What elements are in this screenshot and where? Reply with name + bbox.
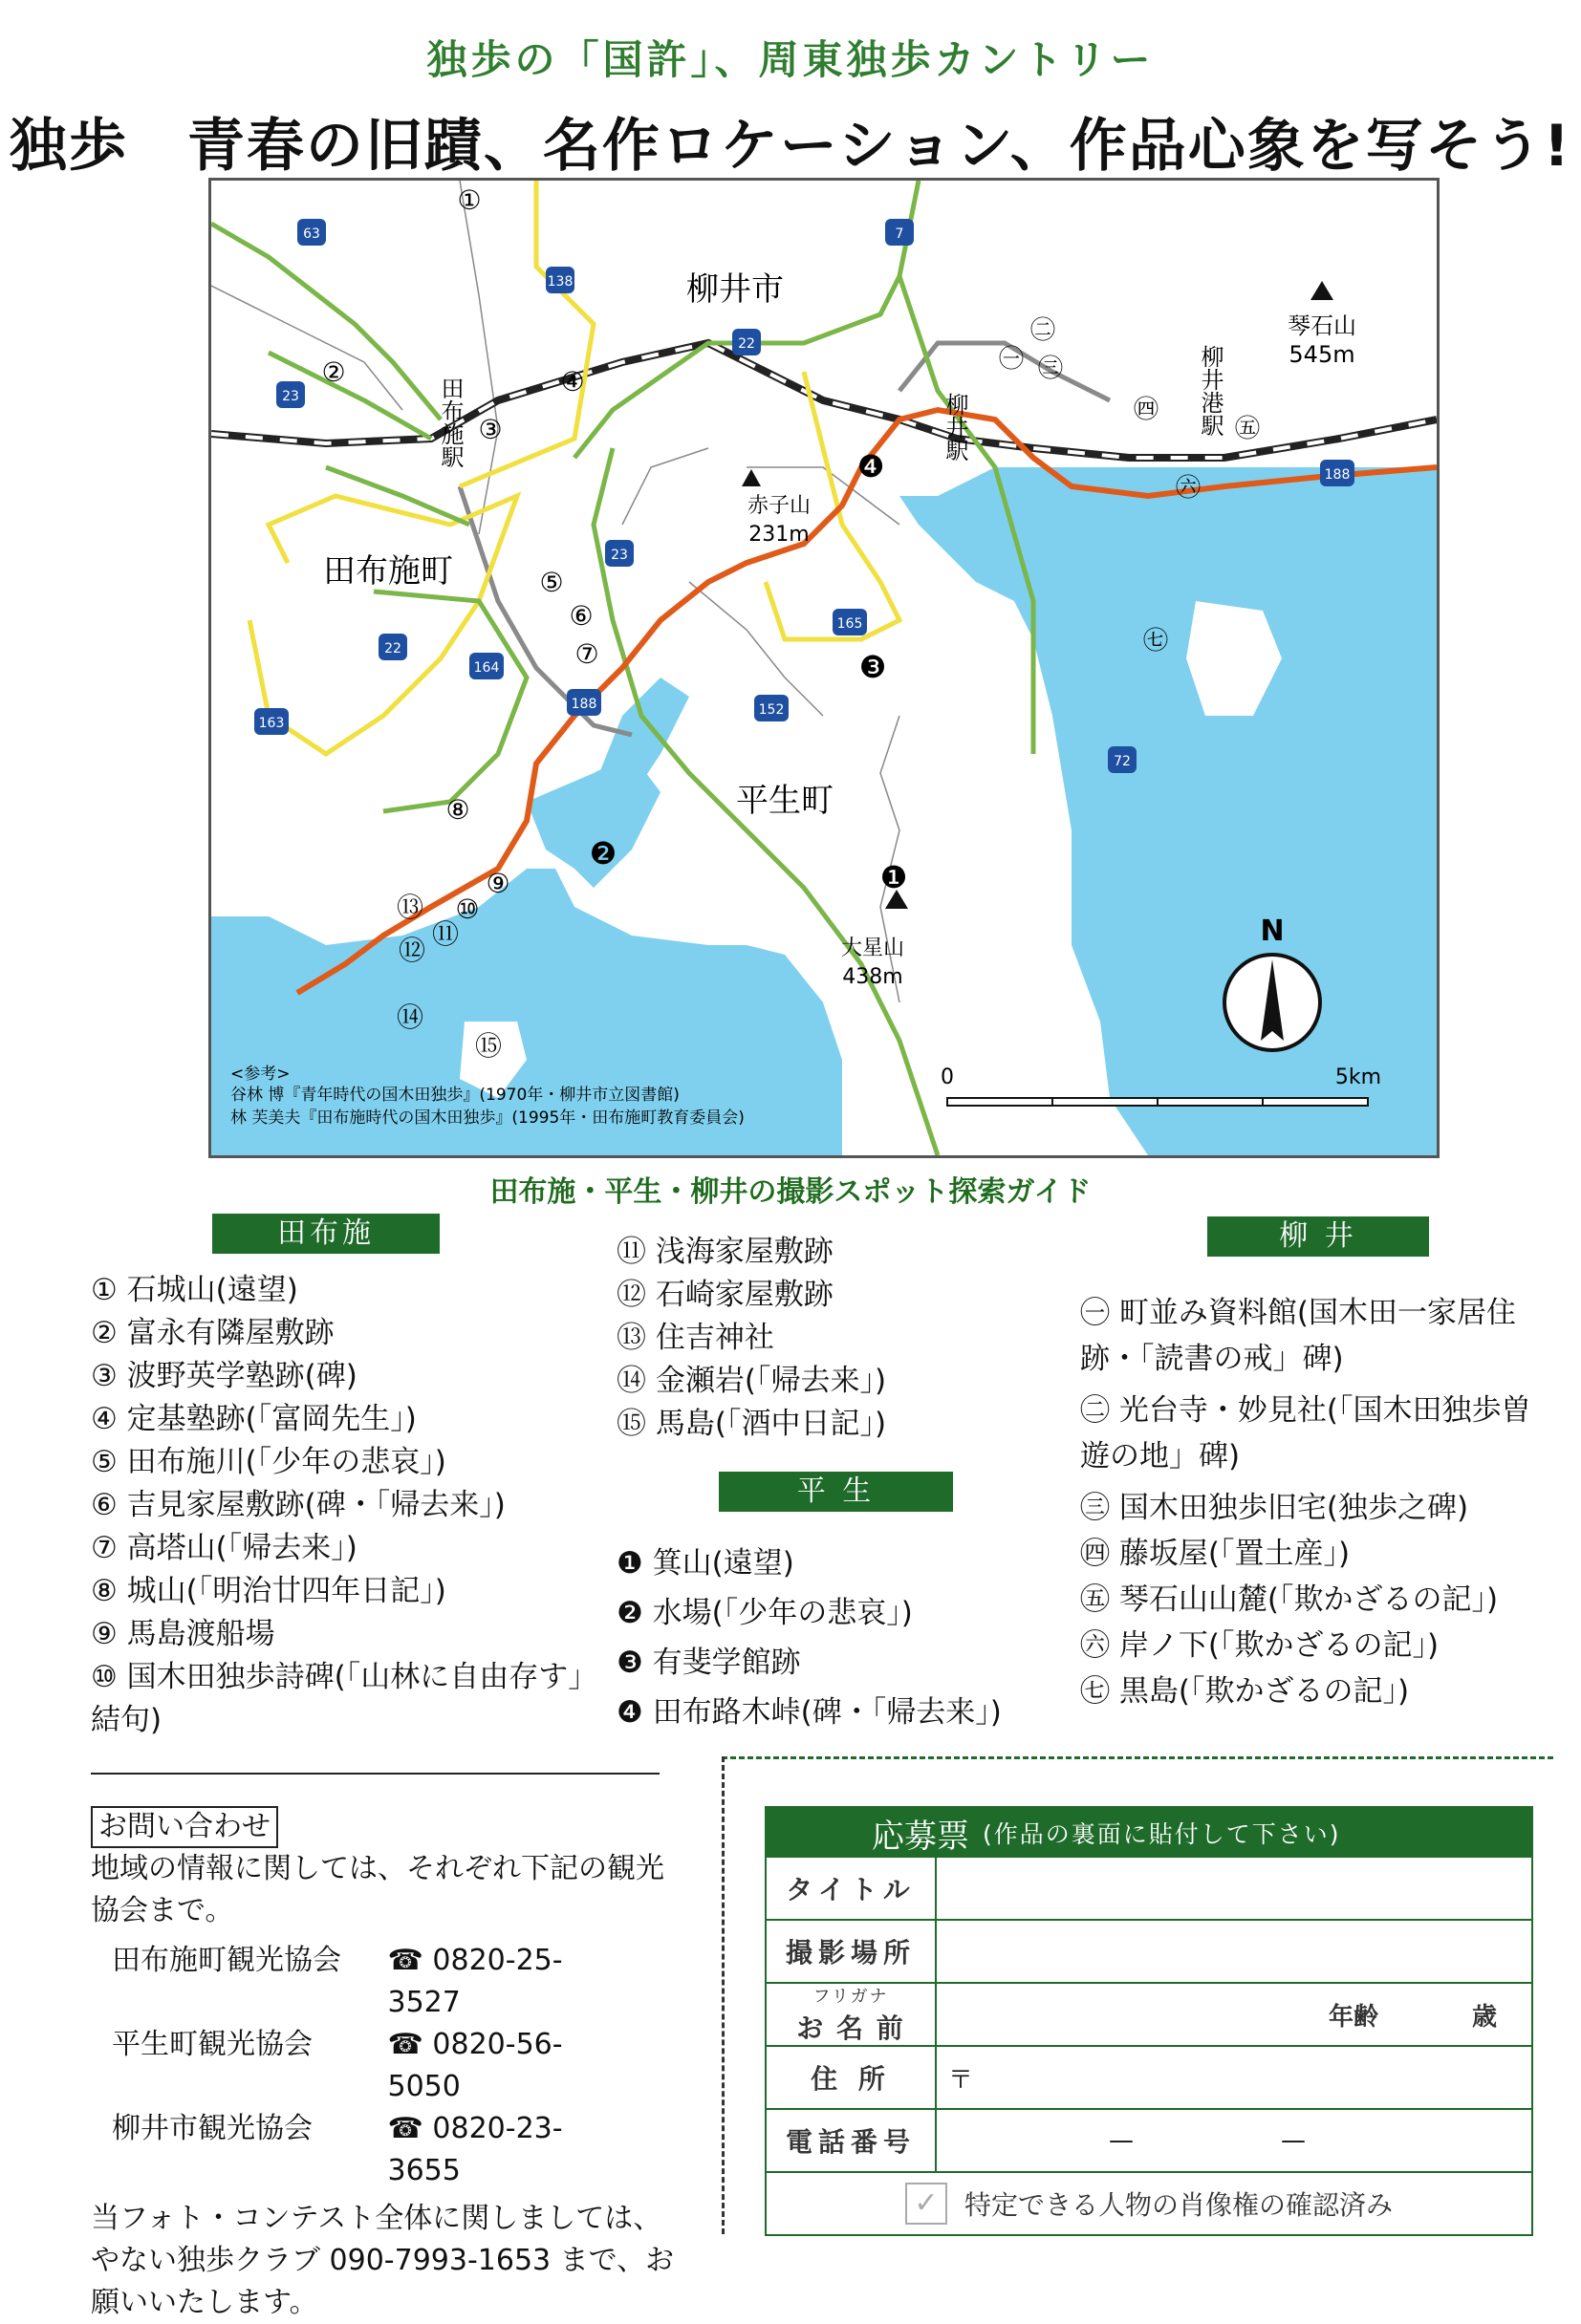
entry-form-table [765, 1806, 1533, 2236]
marker-13: ⑬ [396, 892, 424, 923]
list-item: ⑨ 馬島渡船場 [91, 1617, 275, 1651]
svg-text:赤子山: 赤子山 [747, 494, 812, 518]
marker-15: ⑮ [474, 1030, 503, 1062]
svg-text:23: 23 [611, 548, 628, 563]
svg-text:163: 163 [258, 716, 285, 731]
list-item: ⑩ 国木田独歩詩碑(「山林に自由存す」結句) [91, 1660, 583, 1737]
svg-text:林 芙美夫『田布施時代の国木田独歩』(1995年・田布施町教: 林 芙美夫『田布施時代の国木田独歩』(1995年・田布施町教育委員会) [230, 1108, 745, 1128]
list-item: ❸ 有斐学館跡 [617, 1646, 801, 1680]
list-item: ⑪ 浅海家屋敷跡 [617, 1235, 834, 1269]
list-item: ㊅ 岸ノ下(「欺かざるの記」) [1080, 1628, 1440, 1663]
phone-number: ☎ 0820-23-3655 [387, 2112, 563, 2187]
contact-outro: 当フォト・コンテスト全体に関しましては、やない独歩クラブ 090-7993-1653 まで、お願いいたします。 [91, 2202, 675, 2319]
route-shield [254, 708, 289, 735]
list-item: ③ 波野英学塾跡(碑) [91, 1359, 357, 1393]
form-row-location[interactable]: 撮影場所 [767, 1919, 1531, 1982]
contact-office: 平生町観光協会 ☎ 0820-56-5050 [91, 2024, 626, 2108]
marker-y2: ㊁ [1029, 316, 1056, 345]
marker-h2: ❷ [589, 835, 617, 872]
divider [91, 1773, 660, 1775]
route-shield [885, 219, 914, 246]
list-item: ⑤ 田布施川(「少年の悲哀」) [91, 1445, 446, 1479]
svg-text:188: 188 [571, 697, 597, 712]
address-field[interactable]: 〒 [948, 2065, 974, 2095]
marker-y3: ㊂ [1037, 355, 1064, 383]
label-yanaiminato-station: 柳井港駅 [1197, 345, 1224, 437]
consent-checkbox[interactable]: ✓ [905, 2183, 947, 2225]
svg-text:琴石山: 琴石山 [1288, 312, 1356, 339]
list-item: ⑮ 馬島(「酒中日記」) [617, 1407, 887, 1441]
route-shield [833, 609, 867, 635]
svg-text:22: 22 [384, 641, 401, 656]
page-title: 独歩 青春の旧蹟、名作ロケーション、作品心象を写そう! [9, 113, 1572, 180]
marker-6: ⑥ [569, 600, 594, 632]
svg-text:231m: 231m [748, 523, 810, 547]
list-item: ❶ 箕山(遠望) [617, 1546, 794, 1581]
svg-text:7: 7 [895, 226, 904, 242]
marker-4: ④ [560, 366, 585, 398]
marker-8: ⑧ [445, 794, 470, 826]
svg-text:<参考>: <参考> [230, 1065, 291, 1084]
marker-14: ⑭ [396, 1001, 424, 1033]
svg-text:188: 188 [1324, 467, 1351, 483]
entry-form-header: 応募票 (作品の裏面に貼付して下さい) [767, 1808, 1531, 1858]
svg-text:N: N [1260, 915, 1285, 948]
contact-intro: 地域の情報に関しては、それぞれ下記の観光協会まで。 [91, 1852, 664, 1927]
phone-number: ☎ 0820-25-3527 [387, 1944, 563, 2019]
svg-text:152: 152 [758, 702, 785, 718]
section-header-hirao: 平 生 [719, 1472, 953, 1512]
marker-h1: ❶ [879, 859, 908, 895]
form-row-phone[interactable]: 電話番号 — — [767, 2108, 1531, 2171]
marker-3: ③ [478, 414, 503, 445]
svg-text:72: 72 [1114, 754, 1131, 769]
svg-text:22: 22 [738, 336, 755, 352]
route-shield [1108, 746, 1137, 773]
route-shield [469, 653, 504, 679]
list-item: ㊄ 琴石山山麓(「欺かざるの記」) [1080, 1582, 1499, 1617]
svg-text:23: 23 [282, 389, 299, 404]
phone-field[interactable]: — — [1109, 2126, 1306, 2155]
label-tabuse-station: 田布施駅 [437, 377, 464, 468]
svg-text:0: 0 [941, 1065, 954, 1089]
section-header-yanai: 柳 井 [1207, 1216, 1429, 1257]
title-field[interactable] [937, 1858, 1531, 1919]
list-item: ⑥ 吉見家屋敷跡(碑・「帰去来」) [91, 1488, 506, 1522]
route-shield [732, 329, 761, 355]
marker-y7: ㊆ [1142, 627, 1169, 656]
form-row-name[interactable]: フリガナ お 名 前 年齢 歳 [767, 1982, 1531, 2045]
route-shield [546, 267, 574, 293]
label-tabuse-town: 田布施町 [323, 552, 453, 591]
guide-caption: 田布施・平生・柳井の撮影スポット探索ガイド [489, 1175, 1092, 1209]
marker-2: ② [321, 356, 346, 388]
svg-text:大星山: 大星山 [840, 936, 905, 960]
list-item: ㊆ 黒島(「欺かざるの記」) [1080, 1674, 1410, 1709]
yanai-list [1080, 1290, 1558, 1714]
marker-12: ⑫ [398, 935, 426, 966]
label-hirao-town: 平生町 [736, 782, 834, 820]
map [208, 178, 1440, 1158]
list-item: ⑭ 金瀬岩(「帰去来」) [617, 1364, 887, 1398]
form-row-address[interactable]: 住 所 〒 [767, 2045, 1531, 2108]
route-shield [605, 540, 634, 567]
marker-h3: ❸ [858, 649, 887, 685]
form-row-title[interactable]: タイトル [767, 1858, 1531, 1919]
subtitle: 独歩の「国許」、周東独歩カントリー [426, 36, 1155, 83]
marker-y4: ㊃ [1133, 396, 1159, 424]
list-item: ㊃ 藤坂屋(「置土産」) [1080, 1537, 1351, 1571]
list-item: ㊂ 国木田独歩旧宅(独歩之碑) [1080, 1491, 1469, 1525]
list-item: ② 富永有隣屋敷跡 [91, 1316, 335, 1350]
list-item: ④ 定基塾跡(「富岡先生」) [91, 1402, 417, 1436]
contact-section [91, 1806, 675, 2324]
label-yanai-city: 柳井市 [686, 270, 784, 309]
list-item: ① 石城山(遠望) [91, 1273, 298, 1307]
entry-form [765, 1787, 1529, 2236]
name-field[interactable]: 年齢 歳 [1329, 2002, 1498, 2032]
svg-text:138: 138 [547, 274, 574, 290]
map-canvas [211, 181, 1437, 1155]
list-item: ⑬ 住吉神社 [617, 1321, 774, 1355]
marker-y1: ㊀ [998, 345, 1025, 374]
tabuse-list [91, 1269, 588, 1742]
tabuse-list-continued [617, 1231, 1056, 1446]
svg-text:164: 164 [473, 660, 500, 676]
svg-text:438m: 438m [842, 965, 903, 989]
cut-line [722, 1756, 1553, 1759]
list-item: ㊁ 光台寺・妙見社(「国木田独歩曽遊の地」碑) [1080, 1393, 1531, 1474]
route-shield [1320, 460, 1354, 486]
svg-text:545m: 545m [1289, 341, 1355, 368]
marker-10: ⑩ [455, 893, 480, 925]
section-header-tabuse: 田布施 [212, 1214, 440, 1254]
marker-y5: ㊄ [1234, 415, 1261, 443]
marker-9: ⑨ [486, 868, 510, 899]
list-item: ⑦ 高塔山(「帰去来」) [91, 1531, 357, 1565]
route-shield [379, 634, 407, 660]
consent-row[interactable]: ✓ 特定できる人物の肖像権の確認済み [767, 2171, 1531, 2234]
list-item: ❹ 田布路木峠(碑・「帰去来」) [617, 1695, 1002, 1730]
marker-5: ⑤ [539, 567, 564, 598]
svg-text:谷林 博『青年時代の国木田独歩』(1970年・柳井市立図書館: 谷林 博『青年時代の国木田独歩』(1970年・柳井市立図書館) [230, 1086, 680, 1105]
list-item: ㊀ 町並み資料館(国木田一家居住跡・「読書の戒」碑) [1080, 1296, 1516, 1376]
hirao-list [617, 1539, 1056, 1737]
svg-text:5km: 5km [1334, 1065, 1382, 1089]
route-shield [297, 219, 326, 246]
marker-7: ⑦ [574, 638, 599, 670]
svg-text:165: 165 [836, 616, 863, 632]
cut-line-vertical [722, 1756, 725, 2234]
route-shield [276, 381, 305, 408]
contact-office: 柳井市観光協会 ☎ 0820-23-3655 [91, 2108, 626, 2192]
phone-number: ☎ 0820-56-5050 [387, 2028, 563, 2103]
route-shield [567, 689, 601, 716]
marker-h4: ❹ [856, 448, 885, 484]
svg-text:63: 63 [303, 226, 320, 242]
marker-1: ① [457, 184, 482, 216]
marker-y6: ㊅ [1175, 474, 1202, 503]
contact-office: 田布施町観光協会 ☎ 0820-25-3527 [91, 1940, 626, 2024]
route-shield [754, 695, 789, 721]
list-item: ⑧ 城山(「明治廿四年日記」) [91, 1574, 446, 1608]
list-item: ⑫ 石崎家屋敷跡 [617, 1278, 834, 1312]
marker-11: ⑪ [431, 918, 460, 950]
contact-label: お問い合わせ [91, 1806, 278, 1848]
label-yanai-station: 柳井駅 [942, 393, 968, 462]
location-field[interactable] [937, 1921, 1531, 1982]
list-item: ❷ 水場(「少年の悲哀」) [617, 1596, 913, 1630]
